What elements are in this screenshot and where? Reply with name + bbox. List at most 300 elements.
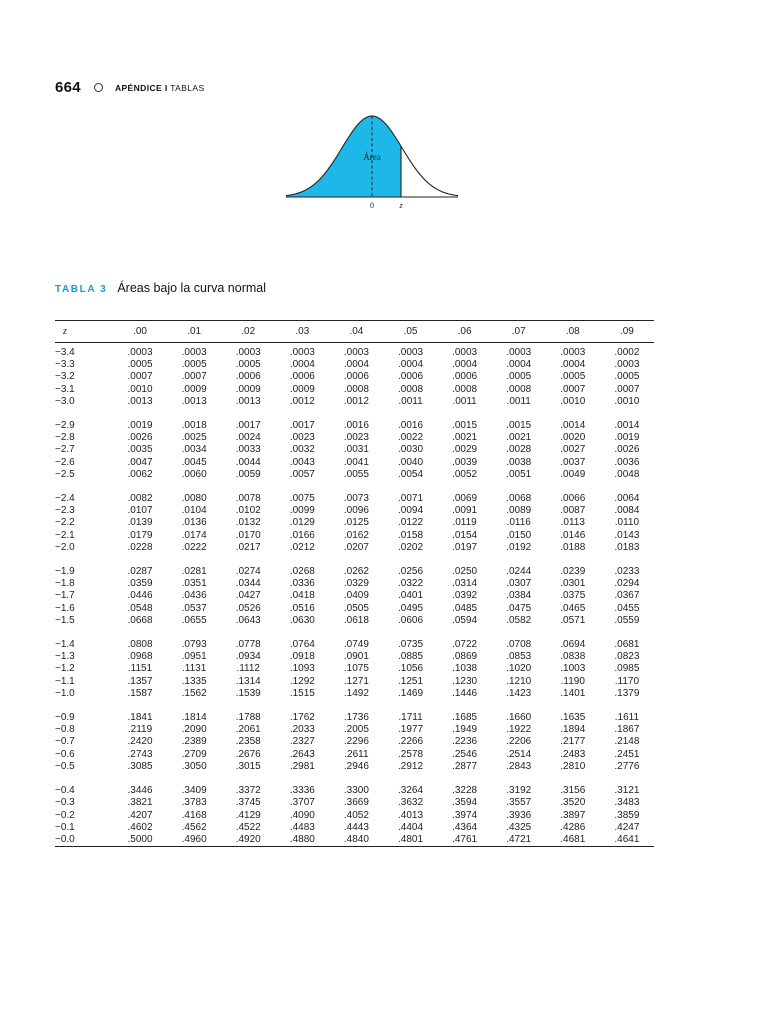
area-value: .0188 [560, 541, 586, 553]
table-row [55, 457, 654, 469]
area-value: .0158 [398, 529, 424, 541]
area-value: .0174 [181, 529, 207, 541]
table-row [55, 761, 654, 773]
area-value: .0113 [560, 517, 585, 529]
area-value: .0778 [235, 639, 261, 651]
area-value: .0392 [452, 590, 478, 602]
area-value: .0475 [506, 602, 532, 614]
area-value: .4129 [235, 809, 261, 821]
area-value: .2946 [343, 760, 369, 772]
area-value: .4483 [289, 821, 315, 833]
area-value: .3594 [452, 797, 478, 809]
table-row [55, 469, 654, 481]
area-value: .1335 [181, 675, 207, 687]
area-value: .3156 [560, 785, 586, 797]
area-value: .0064 [614, 493, 640, 505]
area-value: .2514 [506, 748, 532, 760]
area-value: .0630 [289, 614, 315, 626]
z-value: −3.1 [55, 383, 75, 395]
area-value: .0004 [398, 359, 424, 371]
area-value: .2776 [614, 760, 640, 772]
area-value: .0013 [235, 395, 261, 407]
z-value: −3.3 [55, 359, 75, 371]
area-value: .1814 [181, 712, 207, 724]
area-value: .1190 [560, 675, 585, 687]
z-value: −0.7 [55, 736, 75, 748]
area-value: .0571 [560, 614, 586, 626]
area-value: .0010 [560, 395, 586, 407]
area-value: .0023 [289, 432, 315, 444]
area-value: .2578 [398, 748, 424, 760]
area-value: .0808 [127, 639, 153, 651]
area-value: .0336 [289, 578, 315, 590]
area-value: .2709 [181, 748, 207, 760]
area-value: .0004 [506, 359, 532, 371]
area-value: .1446 [452, 687, 478, 699]
area-value: .0217 [235, 541, 261, 553]
area-value: .0048 [614, 468, 640, 480]
area-value: .4880 [289, 833, 315, 845]
area-value: .0019 [127, 420, 153, 432]
z-value: −2.9 [55, 420, 75, 432]
area-value: .1056 [398, 663, 424, 675]
area-value: .4801 [398, 833, 424, 845]
area-value: .1922 [506, 724, 532, 736]
area-value: .2177 [560, 736, 586, 748]
area-value: .0055 [343, 468, 369, 480]
area-value: .4247 [614, 821, 640, 833]
area-value: .0582 [506, 614, 532, 626]
table-row [55, 396, 654, 408]
area-value: .2266 [398, 736, 424, 748]
area-value: .0329 [343, 578, 369, 590]
z-value: −2.1 [55, 529, 75, 541]
area-value: .0006 [235, 371, 261, 383]
table-row [55, 773, 654, 797]
area-value: .0004 [343, 359, 369, 371]
area-value: .1112 [236, 663, 260, 675]
area-value: .0207 [343, 541, 369, 553]
area-value: .3372 [235, 785, 261, 797]
area-value: .0002 [614, 347, 640, 358]
area-value: .0154 [452, 529, 478, 541]
area-value: .3557 [506, 797, 532, 809]
area-value: .0005 [614, 371, 640, 383]
table-row [55, 444, 654, 456]
area-value: .0119 [452, 517, 477, 529]
z-value: −2.4 [55, 493, 75, 505]
area-value: .0003 [235, 347, 261, 358]
shaded-area [286, 116, 401, 197]
area-value: .0367 [614, 590, 640, 602]
area-value: .0045 [181, 456, 207, 468]
area-value: .1379 [614, 687, 640, 699]
area-value: .0052 [452, 468, 478, 480]
table-row [55, 432, 654, 444]
area-value: .0091 [452, 505, 478, 517]
area-value: .1314 [235, 675, 261, 687]
area-value: .2033 [289, 724, 315, 736]
area-value: .0322 [398, 578, 424, 590]
area-value: .0239 [560, 566, 586, 578]
area-value: .4840 [343, 833, 369, 845]
area-value: .1271 [343, 675, 369, 687]
area-value: .0080 [181, 493, 207, 505]
area-value: .0179 [127, 529, 153, 541]
area-value: .0069 [452, 493, 478, 505]
table-row [55, 736, 654, 748]
area-value: .3632 [398, 797, 424, 809]
area-value: .4681 [560, 833, 586, 845]
area-value: .0003 [452, 347, 478, 358]
table-row [55, 542, 654, 554]
area-value: .4562 [181, 821, 207, 833]
area-value: .1492 [343, 687, 369, 699]
area-value: .4168 [181, 809, 207, 821]
area-value: .0559 [614, 614, 640, 626]
area-value: .2005 [343, 724, 369, 736]
column-header: .00 [113, 321, 167, 343]
area-value: .3783 [181, 797, 207, 809]
z-value: −0.8 [55, 724, 75, 736]
area-value: .0005 [127, 359, 153, 371]
table-row [55, 663, 654, 675]
area-value: .0202 [398, 541, 424, 553]
area-value: .3336 [289, 785, 315, 797]
area-value: .0006 [343, 371, 369, 383]
area-value: .3446 [127, 785, 153, 797]
area-value: .0197 [452, 541, 478, 553]
area-value: .3264 [398, 785, 424, 797]
page-header [55, 79, 205, 96]
area-value: .3300 [343, 785, 369, 797]
area-value: .0764 [289, 639, 315, 651]
area-value: .0749 [343, 639, 369, 651]
area-value: .1151 [127, 663, 153, 675]
area-value: .1131 [181, 663, 207, 675]
area-value: .4286 [560, 821, 586, 833]
table-row [55, 554, 654, 578]
area-value: .0043 [289, 456, 315, 468]
area-value: .0071 [398, 493, 424, 505]
z-value: −2.2 [55, 517, 75, 529]
area-value: .0060 [181, 468, 207, 480]
area-value: .4052 [343, 809, 369, 821]
area-value: .0020 [560, 432, 586, 444]
table-row [55, 749, 654, 761]
area-value: .1469 [398, 687, 424, 699]
area-value: .0139 [127, 517, 153, 529]
area-value: .3121 [614, 785, 640, 797]
area-value: .1210 [506, 675, 532, 687]
z-value: −3.0 [55, 395, 75, 407]
area-value: .0495 [398, 602, 424, 614]
area-value: .2148 [614, 736, 640, 748]
area-value: .0011 [398, 395, 423, 407]
z-value: −0.9 [55, 712, 75, 724]
area-value: .0268 [289, 566, 315, 578]
area-value: .0003 [289, 347, 315, 358]
area-value: .1894 [560, 724, 586, 736]
area-value: .2358 [235, 736, 261, 748]
table-row [55, 724, 654, 736]
area-value: .0007 [614, 383, 640, 395]
area-value: .1003 [560, 663, 586, 675]
area-value: .1515 [289, 687, 315, 699]
area-value: .0014 [614, 420, 640, 432]
area-value: .0040 [398, 456, 424, 468]
area-value: .0003 [343, 347, 369, 358]
area-value: .1075 [343, 663, 369, 675]
area-value: .2296 [343, 736, 369, 748]
area-value: .4090 [289, 809, 315, 821]
area-value: .0003 [181, 347, 207, 358]
page-number: 664 [55, 79, 81, 96]
z-value: −1.7 [55, 590, 75, 602]
area-value: .2420 [127, 736, 153, 748]
area-value: .0049 [560, 468, 586, 480]
area-value: .2912 [398, 760, 424, 772]
table-row [55, 384, 654, 396]
area-value: .0183 [614, 541, 640, 553]
area-value: .0359 [127, 578, 153, 590]
area-value: .0934 [235, 651, 261, 663]
area-value: .1867 [614, 724, 640, 736]
area-value: .3050 [181, 760, 207, 772]
area-value: .0009 [289, 383, 315, 395]
area-value: .3409 [181, 785, 207, 797]
area-value: .1170 [614, 675, 640, 687]
table-row [55, 578, 654, 590]
area-value: .0125 [343, 517, 369, 529]
area-value: .1685 [452, 712, 478, 724]
area-value: .1292 [289, 675, 315, 687]
area-value: .3974 [452, 809, 478, 821]
area-value: .0012 [343, 395, 369, 407]
area-value: .2643 [289, 748, 315, 760]
table-row [55, 676, 654, 688]
area-value: .0436 [181, 590, 207, 602]
area-value: .0007 [181, 371, 207, 383]
area-value: .2119 [127, 724, 153, 736]
area-value: .0375 [560, 590, 586, 602]
column-header: .04 [329, 321, 383, 343]
area-value: .0004 [560, 359, 586, 371]
z-value: −0.2 [55, 809, 75, 821]
area-value: .0051 [506, 468, 532, 480]
area-value: .0314 [452, 578, 478, 590]
area-value: .2810 [560, 760, 586, 772]
area-value: .0166 [289, 529, 315, 541]
area-value: .0853 [506, 651, 532, 663]
table-row [55, 834, 654, 847]
column-header: .06 [438, 321, 492, 343]
table-row [55, 700, 654, 724]
table-caption: Áreas bajo la curva normal [117, 281, 266, 295]
z-value: −0.1 [55, 821, 75, 833]
z-value: −2.3 [55, 505, 75, 517]
area-value: .0004 [289, 359, 315, 371]
area-value: .0823 [614, 651, 640, 663]
area-value: .0250 [452, 566, 478, 578]
area-value: .3897 [560, 809, 586, 821]
table-row [55, 651, 654, 663]
area-value: .0023 [343, 432, 369, 444]
area-value: .0024 [235, 432, 261, 444]
area-value: .0021 [452, 432, 478, 444]
area-value: .2743 [127, 748, 153, 760]
table-row [55, 517, 654, 529]
area-value: .0526 [235, 602, 261, 614]
normal-curve-figure [282, 110, 462, 215]
area-label: Área [363, 152, 381, 162]
area-value: .0694 [560, 639, 586, 651]
area-value: .0465 [560, 602, 586, 614]
area-value: .0014 [560, 420, 586, 432]
column-header: .03 [275, 321, 329, 343]
area-value: .0003 [127, 347, 153, 358]
area-value: .4443 [343, 821, 369, 833]
area-value: .0016 [398, 420, 424, 432]
area-value: .2843 [506, 760, 532, 772]
area-value: .2676 [235, 748, 261, 760]
area-value: .0838 [560, 651, 586, 663]
area-value: .0005 [235, 359, 261, 371]
area-value: .0037 [560, 456, 586, 468]
area-value: .0028 [506, 444, 532, 456]
area-value: .1230 [452, 675, 478, 687]
area-value: .0059 [235, 468, 261, 480]
column-header: .02 [221, 321, 275, 343]
area-value: .0233 [614, 566, 640, 578]
area-value: .0427 [235, 590, 261, 602]
area-value: .0008 [398, 383, 424, 395]
area-value: .0017 [289, 420, 315, 432]
table-row [55, 505, 654, 517]
table-row [55, 343, 654, 360]
area-value: .0033 [235, 444, 261, 456]
area-value: .1660 [506, 712, 532, 724]
area-value: .2327 [289, 736, 315, 748]
area-value: .0016 [343, 420, 369, 432]
z-value: −1.4 [55, 639, 75, 651]
area-value: .0027 [560, 444, 586, 456]
area-value: .0005 [560, 371, 586, 383]
area-value: .4207 [127, 809, 153, 821]
area-value: .5000 [127, 833, 153, 845]
area-value: .0129 [289, 517, 315, 529]
area-value: .0026 [614, 444, 640, 456]
area-value: .4013 [398, 809, 424, 821]
column-header: .07 [492, 321, 546, 343]
area-value: .0681 [614, 639, 640, 651]
area-value: .0099 [289, 505, 315, 517]
area-value: .0078 [235, 493, 261, 505]
area-value: .0013 [127, 395, 153, 407]
area-value: .0096 [343, 505, 369, 517]
area-value: .0505 [343, 602, 369, 614]
area-value: .4602 [127, 821, 153, 833]
area-value: .0418 [289, 590, 315, 602]
area-value: .0643 [235, 614, 261, 626]
z-value: −1.2 [55, 663, 75, 675]
area-value: .0192 [506, 541, 532, 553]
area-value: .2483 [560, 748, 586, 760]
area-value: .4404 [398, 821, 424, 833]
area-value: .0008 [506, 383, 532, 395]
area-value: .0122 [398, 517, 424, 529]
area-value: .0116 [506, 517, 531, 529]
z-value: −1.6 [55, 602, 75, 614]
area-value: .0003 [614, 359, 640, 371]
z-value: −0.5 [55, 760, 75, 772]
area-value: .0044 [235, 456, 261, 468]
area-value: .1038 [452, 663, 478, 675]
area-value: .0003 [398, 347, 424, 358]
z-value: −2.0 [55, 541, 75, 553]
area-value: .0087 [560, 505, 586, 517]
area-value: .0287 [127, 566, 153, 578]
area-value: .3707 [289, 797, 315, 809]
table-row [55, 627, 654, 651]
area-value: .0010 [614, 395, 640, 407]
area-value: .3085 [127, 760, 153, 772]
area-value: .0351 [181, 578, 207, 590]
area-value: .3015 [235, 760, 261, 772]
area-value: .0026 [127, 432, 153, 444]
area-value: .0132 [235, 517, 261, 529]
area-value: .0030 [398, 444, 424, 456]
area-value: .0136 [181, 517, 207, 529]
area-value: .0735 [398, 639, 424, 651]
table-row [55, 810, 654, 822]
table-row [55, 371, 654, 383]
z-value: −0.6 [55, 748, 75, 760]
area-value: .0344 [235, 578, 261, 590]
area-value: .0104 [181, 505, 207, 517]
area-value: .0010 [127, 383, 153, 395]
area-value: .0222 [181, 541, 207, 553]
area-value: .0032 [289, 444, 315, 456]
area-value: .0901 [343, 651, 369, 663]
area-value: .3859 [614, 809, 640, 821]
area-value: .0066 [560, 493, 586, 505]
area-value: .1401 [560, 687, 586, 699]
area-value: .1711 [398, 712, 423, 724]
area-value: .1736 [343, 712, 369, 724]
area-value: .0307 [506, 578, 532, 590]
area-value: .2389 [181, 736, 207, 748]
area-value: .0062 [127, 468, 153, 480]
area-value: .0068 [506, 493, 532, 505]
area-value: .4364 [452, 821, 478, 833]
column-header: .01 [167, 321, 221, 343]
z-value: −1.3 [55, 651, 75, 663]
area-value: .0918 [289, 651, 315, 663]
header-row [55, 321, 654, 343]
area-value: .0301 [560, 578, 586, 590]
area-value: .3821 [127, 797, 153, 809]
area-value: .0007 [560, 383, 586, 395]
area-value: .0228 [127, 541, 153, 553]
area-value: .0274 [235, 566, 261, 578]
area-value: .0968 [127, 651, 153, 663]
table-row [55, 359, 654, 371]
area-value: .1357 [127, 675, 153, 687]
area-value: .0029 [452, 444, 478, 456]
area-value: .0951 [181, 651, 207, 663]
table-title [55, 281, 266, 295]
